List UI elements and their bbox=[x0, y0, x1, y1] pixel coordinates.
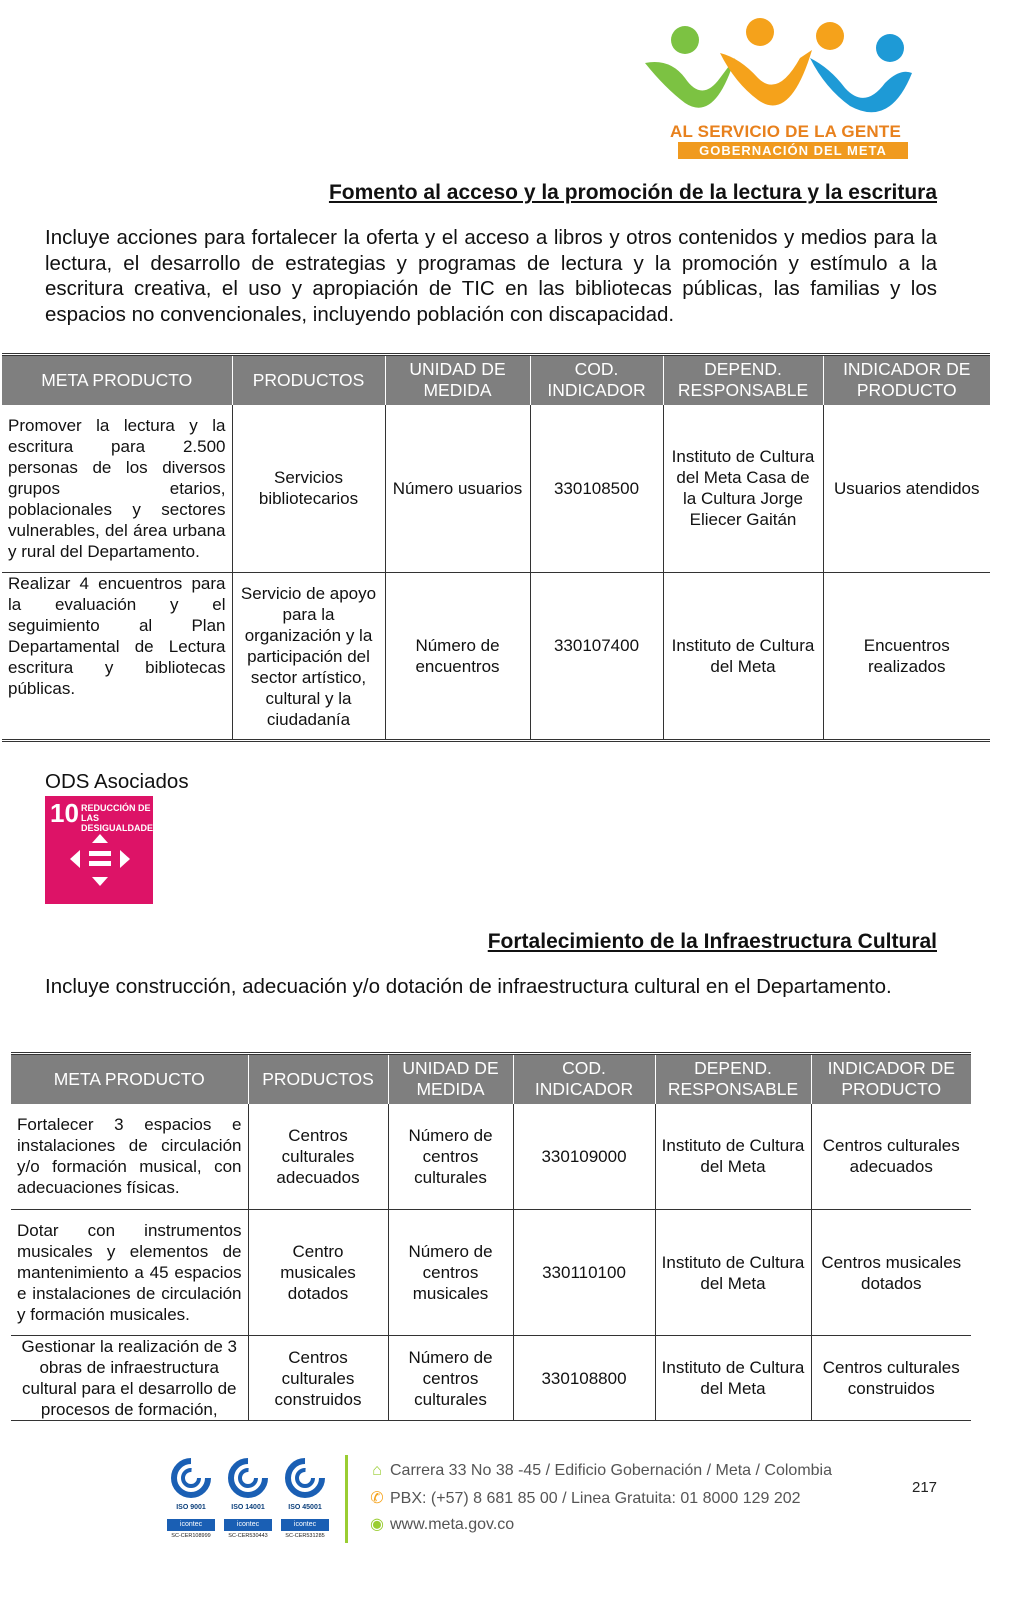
section-title: Fomento al acceso y la promoción de la lectura y la escritura bbox=[328, 181, 937, 204]
header-productos: PRODUCTOS bbox=[248, 1054, 388, 1104]
cell-indicador: Encuentros realizados bbox=[823, 573, 990, 741]
sdg-10-tile bbox=[45, 796, 160, 904]
web-link[interactable]: www.meta.gov.co bbox=[390, 1516, 515, 1533]
products-table bbox=[2, 353, 990, 742]
badge-code: SC-CER108999 bbox=[171, 1533, 211, 1539]
cell-meta: Realizar 4 encuentros para la evaluación y el seguimiento al Plan Departamental de Lectura escritura y bibliotecas públicas. bbox=[2, 573, 232, 741]
section-title: Fortalecimiento de la Infraestructura Cultural bbox=[487, 930, 937, 953]
badge-brand: icontec bbox=[167, 1519, 215, 1531]
cell-unidad: Número de centros culturales bbox=[388, 1104, 513, 1210]
cell-meta: Promover la lectura y la escritura para 2.500 personas de los diversos grupos etarios, poblacionales y sectores vulnerables, del área urbana y rural del Departamento. bbox=[2, 405, 232, 573]
cell-producto: Servicio de apoyo para la organización y la participación del sector artístico, cultural y la ciudadanía bbox=[232, 573, 385, 741]
cell-producto: Servicios bibliotecarios bbox=[232, 405, 385, 573]
cell-dependencia: Instituto de Cultura del Meta bbox=[655, 1336, 811, 1421]
sdg-title: REDUCCIÓN DE LAS DESIGUALDADES bbox=[81, 803, 160, 833]
certification-badges bbox=[165, 1456, 335, 1544]
footer-phone bbox=[368, 1488, 801, 1508]
products-table bbox=[11, 1052, 971, 1421]
cell-unidad: Número de centros musicales bbox=[388, 1210, 513, 1336]
icontec-logo-icon bbox=[285, 1458, 325, 1498]
logo-subtitle: GOBERNACIÓN DEL META bbox=[678, 142, 908, 159]
header-meta-producto: META PRODUCTO bbox=[11, 1054, 248, 1104]
cell-codigo: 330109000 bbox=[513, 1104, 655, 1210]
badge-iso: ISO 14001 bbox=[231, 1504, 265, 1511]
table-header-row bbox=[11, 1054, 971, 1104]
cell-producto: Centros culturales adecuados bbox=[248, 1104, 388, 1210]
table-row bbox=[2, 573, 990, 741]
iso-14001-badge bbox=[222, 1456, 274, 1542]
cell-unidad: Número usuarios bbox=[385, 405, 530, 573]
header-depend-responsable: DEPEND. RESPONSABLE bbox=[655, 1054, 811, 1104]
cell-dependencia: Instituto de Cultura del Meta bbox=[663, 573, 823, 741]
badge-brand: icontec bbox=[224, 1519, 272, 1531]
gobernacion-logo bbox=[640, 18, 930, 168]
table-row bbox=[11, 1336, 971, 1421]
sdg-number: 10 bbox=[50, 798, 79, 828]
header-productos: PRODUCTOS bbox=[232, 355, 385, 405]
badge-code: SC-CER531285 bbox=[285, 1533, 325, 1539]
header-meta-producto: META PRODUCTO bbox=[2, 355, 232, 405]
cell-codigo: 330108500 bbox=[530, 405, 663, 573]
header-cod-indicador: COD. INDICADOR bbox=[513, 1054, 655, 1104]
header-depend-responsable: DEPEND. RESPONSABLE bbox=[663, 355, 823, 405]
badge-iso: ISO 9001 bbox=[176, 1504, 206, 1511]
cell-dependencia: Instituto de Cultura del Meta Casa de la Cultura Jorge Eliecer Gaitán bbox=[663, 405, 823, 573]
cell-producto: Centro musicales dotados bbox=[248, 1210, 388, 1336]
section-description: Incluye acciones para fortalecer la oferta y el acceso a libros y otros contenidos y medios para la lectura, el desarrollo de estrategias y programas de lectura y la promoción y estímulo a la escritura creativa, el uso y apropiación de TIC en las bibliotecas públicas, las familias y los espacios no convencionales, incluyendo población con discapacidad. bbox=[45, 226, 937, 326]
badge-brand: icontec bbox=[281, 1519, 329, 1531]
cell-unidad: Número de centros culturales bbox=[388, 1336, 513, 1421]
footer-address bbox=[368, 1462, 832, 1480]
table-header-row bbox=[2, 355, 990, 405]
cell-meta: Gestionar la realización de 3 obras de infraestructura cultural para el desarrollo de procesos de formación, bbox=[11, 1336, 248, 1421]
cell-indicador: Usuarios atendidos bbox=[823, 405, 990, 573]
cell-unidad: Número de encuentros bbox=[385, 573, 530, 741]
section-description: Incluye construcción, adecuación y/o dotación de infraestructura cultural en el Departamento. bbox=[45, 975, 892, 998]
badge-iso: ISO 45001 bbox=[288, 1504, 322, 1511]
iso-9001-badge bbox=[165, 1456, 217, 1542]
iso-45001-badge bbox=[279, 1456, 331, 1542]
home-icon: ⌂ bbox=[372, 1462, 382, 1479]
icontec-logo-icon bbox=[171, 1458, 211, 1498]
header-unidad-medida: UNIDAD DE MEDIDA bbox=[388, 1054, 513, 1104]
cell-codigo: 330108800 bbox=[513, 1336, 655, 1421]
header-indicador-producto: INDICADOR DE PRODUCTO bbox=[811, 1054, 971, 1104]
phone-text: PBX: (+57) 8 681 85 00 / Linea Gratuita: 01 8000 129 202 bbox=[390, 1490, 801, 1507]
globe-icon: ◉ bbox=[370, 1516, 384, 1533]
badge-code: SC-CER530443 bbox=[228, 1533, 268, 1539]
address-text: Carrera 33 No 38 -45 / Edificio Gobernación / Meta / Colombia bbox=[390, 1462, 832, 1479]
cell-dependencia: Instituto de Cultura del Meta bbox=[655, 1104, 811, 1210]
reduced-inequalities-icon bbox=[70, 834, 130, 890]
cell-dependencia: Instituto de Cultura del Meta bbox=[655, 1210, 811, 1336]
cell-indicador: Centros culturales adecuados bbox=[811, 1104, 971, 1210]
cell-meta: Dotar con instrumentos musicales y elementos de mantenimiento a 45 espacios e instalaciones de circulación y formación musicales. bbox=[11, 1210, 248, 1336]
header-indicador-producto: INDICADOR DE PRODUCTO bbox=[823, 355, 990, 405]
cell-indicador: Centros musicales dotados bbox=[811, 1210, 971, 1336]
logo-slogan: AL SERVICIO DE LA GENTE bbox=[670, 122, 901, 141]
cell-producto: Centros culturales construidos bbox=[248, 1336, 388, 1421]
page-number: 217 bbox=[912, 1479, 938, 1496]
people-figures-icon bbox=[640, 18, 930, 123]
table-row bbox=[11, 1210, 971, 1336]
cell-codigo: 330110100 bbox=[513, 1210, 655, 1336]
table-row bbox=[2, 405, 990, 573]
header-cod-indicador: COD. INDICADOR bbox=[530, 355, 663, 405]
footer-divider bbox=[345, 1455, 348, 1543]
footer-web[interactable] bbox=[368, 1514, 514, 1534]
table-row bbox=[11, 1104, 971, 1210]
icontec-logo-icon bbox=[228, 1458, 268, 1498]
cell-codigo: 330107400 bbox=[530, 573, 663, 741]
header-unidad-medida: UNIDAD DE MEDIDA bbox=[385, 355, 530, 405]
ods-label: ODS Asociados bbox=[45, 770, 189, 793]
phone-icon: ✆ bbox=[370, 1490, 384, 1507]
cell-meta: Fortalecer 3 espacios e instalaciones de circulación y/o formación musical, con adecuaciones físicas. bbox=[11, 1104, 248, 1210]
cell-indicador: Centros culturales construidos bbox=[811, 1336, 971, 1421]
